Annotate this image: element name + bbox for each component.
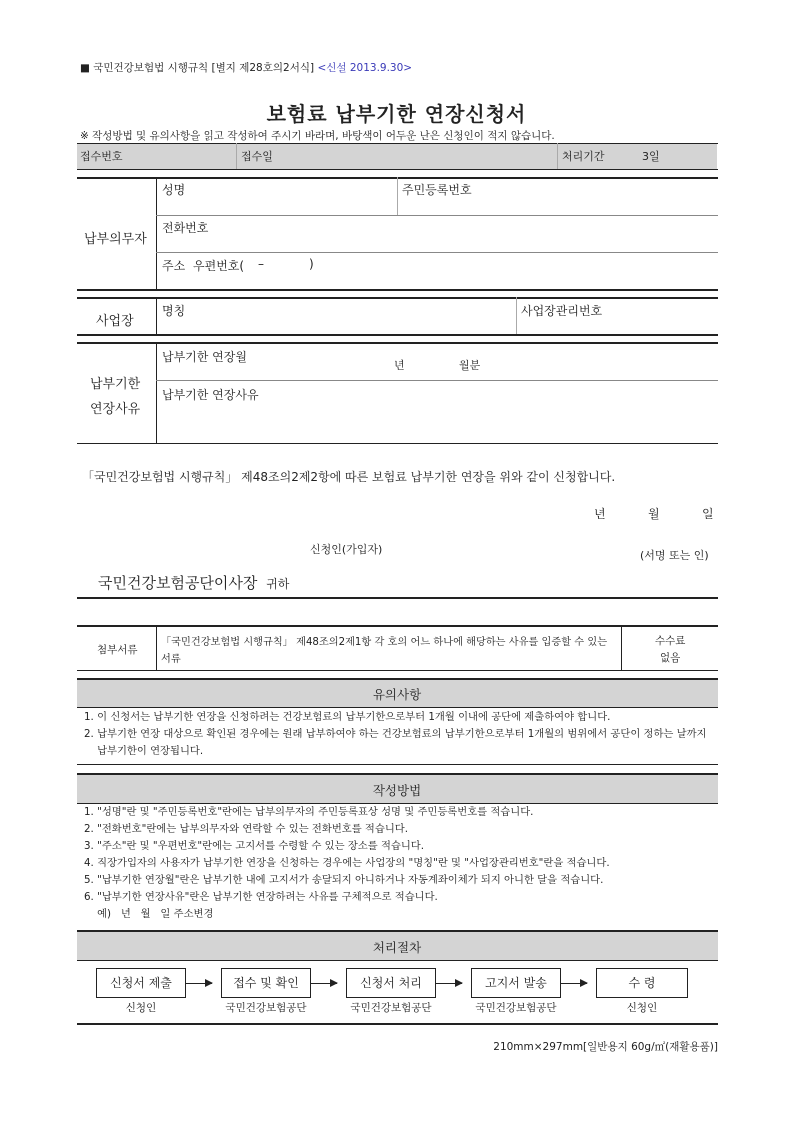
step-actor: 신청인	[626, 1002, 658, 1014]
workplace-number-label: 사업장관리번호	[521, 304, 603, 318]
attachments-text-1: 「국민건강보험법 시행규칙」 제48조의2제1항 각 호의 어느 하나에 해당하는 사유를 입증할 수 있는	[161, 637, 608, 648]
step-receipt: 수 령	[596, 968, 688, 998]
step-process: 신청서 처리	[346, 968, 436, 998]
rrn-label: 주민등록번호	[402, 183, 472, 197]
extension-reason-label: 납부기한 연장사유	[162, 388, 259, 402]
attachments-text-2: 서류	[161, 654, 181, 665]
year-unit: 년	[394, 359, 405, 372]
list-item: 납부기한이 연장됩니다.	[84, 745, 204, 757]
date-year: 년	[594, 507, 606, 521]
postal-close: )	[309, 257, 314, 271]
workplace-number-field[interactable]	[521, 302, 602, 319]
payer-section-label: 납부의무자	[84, 232, 147, 247]
step-receive: 접수 및 확인	[221, 968, 311, 998]
arrow-icon	[311, 983, 337, 984]
divider	[156, 297, 157, 335]
extension-month-field[interactable]	[459, 357, 480, 373]
step-notice: 고지서 발송	[471, 968, 561, 998]
cautions-title: 유의사항	[372, 687, 422, 702]
list-item: 1. 이 신청서는 납부기한 연장을 신청하려는 건강보험료의 납부기한으로부터 1개월 이내에 공단에 제출하여야 합니다.	[84, 711, 611, 723]
procedure-title: 처리절차	[372, 940, 422, 955]
signature-label: (서명 또는 인)	[640, 549, 709, 562]
recipient	[98, 572, 289, 593]
month-unit: 월분	[459, 359, 481, 372]
fee-label: 수수료	[655, 635, 686, 647]
recipient-suffix: 귀하	[266, 577, 290, 591]
list-item: 3. "주소"란 및 "우편번호"란에는 고지서를 수령할 수 있는 장소를 적습니다.	[84, 840, 425, 852]
divider	[156, 380, 718, 381]
list-item: 5. "납부기한 연장월"란은 납부기한 내에 고지서가 송달되지 아니하거나 자동계좌이체가 되지 아니한 달을 적습니다.	[84, 874, 604, 886]
cautions-list	[84, 709, 707, 760]
section-border	[77, 764, 718, 765]
divider	[156, 215, 718, 216]
recipient-name: 국민건강보험공단이사장	[98, 574, 258, 592]
fee-value: 없음	[660, 652, 681, 664]
divider	[156, 342, 157, 444]
signature-field[interactable]	[640, 547, 709, 563]
workplace-section-label: 사업장	[96, 314, 134, 329]
section-border	[77, 707, 718, 708]
list-item: 6. "납부기한 연장사유"란은 납부기한 연장하려는 사유를 구체적으로 적습니다.	[84, 891, 438, 903]
form-reference: ■ 국민건강보험법 시행규칙 [별지 제28호의2서식] <신설 2013.9.30>	[80, 62, 413, 74]
arrow-icon	[186, 983, 212, 984]
divider	[77, 169, 718, 170]
section-border	[77, 597, 718, 599]
date-month: 월	[648, 507, 660, 521]
attachments-label: 첨부서류	[97, 644, 138, 656]
section-border	[77, 342, 718, 344]
extension-month-label: 납부기한 연장월	[162, 350, 247, 364]
divider	[397, 177, 398, 215]
paper-spec: 210mm×297mm[일반용지 60g/㎡(재활용품)]	[493, 1041, 718, 1053]
step-actor: 국민건강보험공단	[475, 1002, 557, 1014]
step-actor: 신청인	[125, 1002, 157, 1014]
section-border	[77, 297, 718, 299]
divider	[156, 252, 718, 253]
extension-reason-field[interactable]	[162, 386, 259, 403]
declaration-text: 「국민건강보험법 시행규칙」 제48조의2제2항에 따른 보험료 납부기한 연장을 위와 같이 신청합니다.	[82, 470, 616, 484]
page-title: 보험료 납부기한 연장신청서	[266, 102, 527, 126]
list-item: 예) 년 월 일 주소변경	[84, 908, 214, 920]
step-actor: 국민건강보험공단	[350, 1002, 432, 1014]
postal-dash: –	[258, 257, 264, 271]
section-border	[77, 289, 718, 291]
section-border	[77, 678, 718, 680]
divider	[156, 177, 157, 290]
list-item: 4. 직장가입자의 사용자가 납부기한 연장을 신청하는 경우에는 사업장의 "명칭"란 및 "사업장관리번호"란을 적습니다.	[84, 857, 610, 869]
address-field[interactable]	[162, 257, 244, 274]
date-day: 일	[702, 507, 714, 521]
divider	[557, 143, 558, 169]
extension-section-label-2: 연장사유	[90, 402, 141, 417]
receipt-band	[77, 143, 717, 169]
list-item: 2. 납부기한 연장 대상으로 확인된 경우에는 원래 납부하여야 하는 건강보험료의 납부기한으로부터 1개월의 범위에서 공단이 정하는 날까지	[84, 728, 707, 740]
processing-period-label: 처리기간	[562, 150, 605, 163]
arrow-icon	[561, 983, 587, 984]
phone-field[interactable]	[162, 219, 208, 236]
divider	[156, 627, 157, 670]
name-field[interactable]	[162, 181, 185, 198]
divider	[236, 143, 237, 169]
workplace-name-label: 명칭	[162, 304, 186, 318]
section-border	[77, 1023, 718, 1025]
instruction-note: ※ 작성방법 및 유의사항을 읽고 작성하여 주시기 바라며, 바탕색이 어두운 난은 신청인이 적지 않습니다.	[80, 130, 555, 142]
postal-label: 우편번호(	[193, 259, 245, 273]
instructions-list	[84, 804, 610, 923]
extension-year-field[interactable]	[394, 357, 405, 373]
list-item: 1. "성명"란 및 "주민등록번호"란에는 납부의무자의 주민등록표상 성명 및 주민등록번호를 적습니다.	[84, 806, 534, 818]
divider	[621, 627, 622, 670]
rrn-field[interactable]	[402, 181, 472, 198]
section-border	[77, 334, 718, 336]
divider	[77, 143, 718, 144]
section-border	[77, 670, 718, 671]
instructions-title: 작성방법	[372, 783, 422, 798]
address-label: 주소	[162, 259, 186, 273]
section-border	[77, 443, 718, 444]
arrow-icon	[436, 983, 462, 984]
section-border	[77, 960, 718, 961]
revision-note: <신설 2013.9.30>	[317, 62, 413, 74]
name-label: 성명	[162, 183, 186, 197]
step-submit: 신청서 제출	[96, 968, 186, 998]
applicant-label: 신청인(가입자)	[310, 543, 383, 556]
receipt-date-label: 접수일	[241, 150, 273, 163]
extension-section-label-1: 납부기한	[90, 377, 141, 392]
step-actor: 국민건강보험공단	[225, 1002, 307, 1014]
list-item: 2. "전화번호"란에는 납부의무자와 연락할 수 있는 전화번호를 적습니다.	[84, 823, 408, 835]
processing-period-value: 3일	[642, 150, 660, 163]
section-border	[77, 773, 718, 775]
section-border	[77, 930, 718, 932]
receipt-number-label: 접수번호	[80, 150, 123, 163]
divider	[516, 297, 517, 335]
workplace-name-field[interactable]	[162, 302, 185, 319]
phone-label: 전화번호	[162, 221, 209, 235]
